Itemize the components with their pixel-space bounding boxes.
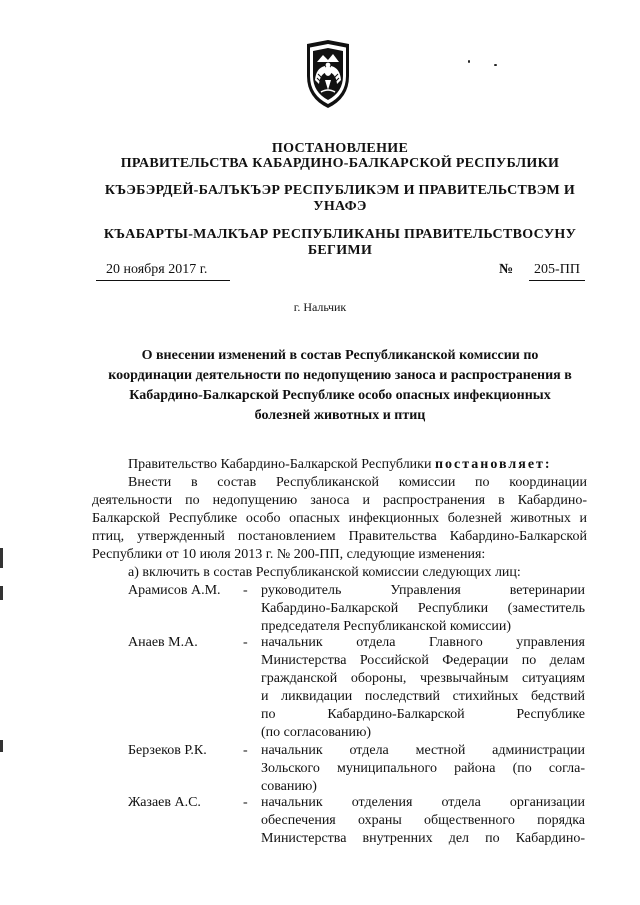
member-dash: -: [243, 583, 248, 598]
decree-date-text: 20 ноября 2017 г.: [106, 262, 208, 277]
member-dash: -: [243, 795, 248, 810]
decree-title-line: О внесении изменений в состав Республиканской комиссии по: [141, 348, 539, 363]
member-dash: -: [243, 635, 248, 650]
decree-number: [499, 262, 585, 280]
member-name: Анаев М.А.: [128, 635, 198, 650]
member-position: [261, 634, 585, 742]
header-government: ПРАВИТЕЛЬСТВА КАБАРДИНО-БАЛКАРСКОЙ РЕСПУБЛИКИ: [120, 156, 560, 171]
member-dash: -: [243, 743, 248, 758]
decree-title-line: координации деятельности по недопущению заноса и распространения в: [108, 368, 572, 383]
header-balkar-1: КЪАБАРТЫ-МАЛКЪАР РЕСПУБЛИКАНЫ ПРАВИТЕЛЬСТВОСУНУ: [103, 227, 577, 242]
coat-of-arms-emblem: [305, 38, 351, 110]
header-kabardian-1: КЪЭБЭРДЕЙ-БАЛЪКЪЭР РЕСПУБЛИКЭМ И ПРАВИТЕЛЬСТВЭМ И: [104, 183, 576, 198]
position-line: Зольского муниципального района (по согла-: [261, 761, 585, 776]
position-line: по Кабардино-Балкарской Республике: [261, 707, 585, 722]
header-balkar-2: БЕГИМИ: [307, 243, 373, 258]
scan-margin-mark: [0, 740, 3, 752]
position-line: Министерства внутренних дел по Кабардино-: [261, 831, 585, 846]
header-kabardian-2: УНАФЭ: [313, 199, 367, 214]
paragraph-line: Балкарской Республике особо опасных инфекционных болезней животных и: [92, 511, 587, 526]
member-position: [261, 582, 585, 636]
item-a: [92, 564, 587, 582]
member-name: Арамисов А.М.: [128, 583, 221, 598]
paragraph-line: деятельности по недопущению заноса и распространения в Кабардино-: [92, 493, 587, 508]
scan-margin-mark: [0, 586, 3, 600]
position-line: сованию): [261, 779, 317, 794]
position-line: (по согласованию): [261, 725, 372, 740]
decree-title-line: болезней животных и птиц: [254, 408, 426, 423]
position-line: руководитель Управления ветеринарии: [261, 583, 585, 598]
position-line: Министерства Российской Федерации по делам: [261, 653, 585, 668]
decree-preamble: [92, 456, 587, 474]
preamble-text: Правительство Кабардино-Балкарской Республики: [128, 457, 435, 472]
preamble-line: [92, 456, 587, 474]
paragraph-1: [92, 474, 587, 564]
header-title: ПОСТАНОВЛЕНИЕ: [271, 141, 409, 156]
position-line: обеспечения охраны общественного порядка: [261, 813, 585, 828]
decree-number-value: 205-ПП: [529, 262, 585, 281]
scan-speck: [494, 64, 497, 66]
position-line: председателя Республиканской комиссии): [261, 619, 512, 634]
paragraph-line: птиц, утвержденный постановлением Правительства Кабардино-Балкарской: [92, 529, 587, 544]
paragraph-line: Внести в состав Республиканской комиссии по координации: [128, 475, 587, 490]
position-line: гражданской обороны, чрезвычайным ситуациям: [261, 671, 585, 686]
position-line: Кабардино-Балкарской Республики (заместитель: [261, 601, 585, 616]
city: г. Нальчик: [293, 300, 347, 314]
decree-title-line: Кабардино-Балкарской Республике особо опасных инфекционных: [129, 388, 551, 403]
member-name: Берзеков Р.К.: [128, 743, 207, 758]
position-line: начальник отделения отдела организации: [261, 795, 585, 810]
decree-date: [96, 262, 230, 281]
paragraph-line: Республики от 10 июля 2013 г. № 200-ПП, следующие изменения:: [92, 547, 486, 562]
position-line: и ликвидации последствий стихийных бедствий: [261, 689, 585, 704]
item-a-text: а) включить в состав Республиканской комиссии следующих лиц:: [128, 565, 521, 580]
member-position: [261, 794, 585, 848]
position-line: начальник отдела Главного управления: [261, 635, 585, 650]
member-position: [261, 742, 585, 796]
position-line: начальник отдела местной администрации: [261, 743, 585, 758]
scan-margin-mark: [0, 548, 3, 568]
decree-number-label: №: [499, 262, 514, 277]
decree-keyword: постановляет:: [434, 457, 552, 472]
scan-speck: [468, 60, 470, 63]
decree-title: [100, 346, 580, 426]
member-name: Жазаев А.С.: [128, 795, 201, 810]
